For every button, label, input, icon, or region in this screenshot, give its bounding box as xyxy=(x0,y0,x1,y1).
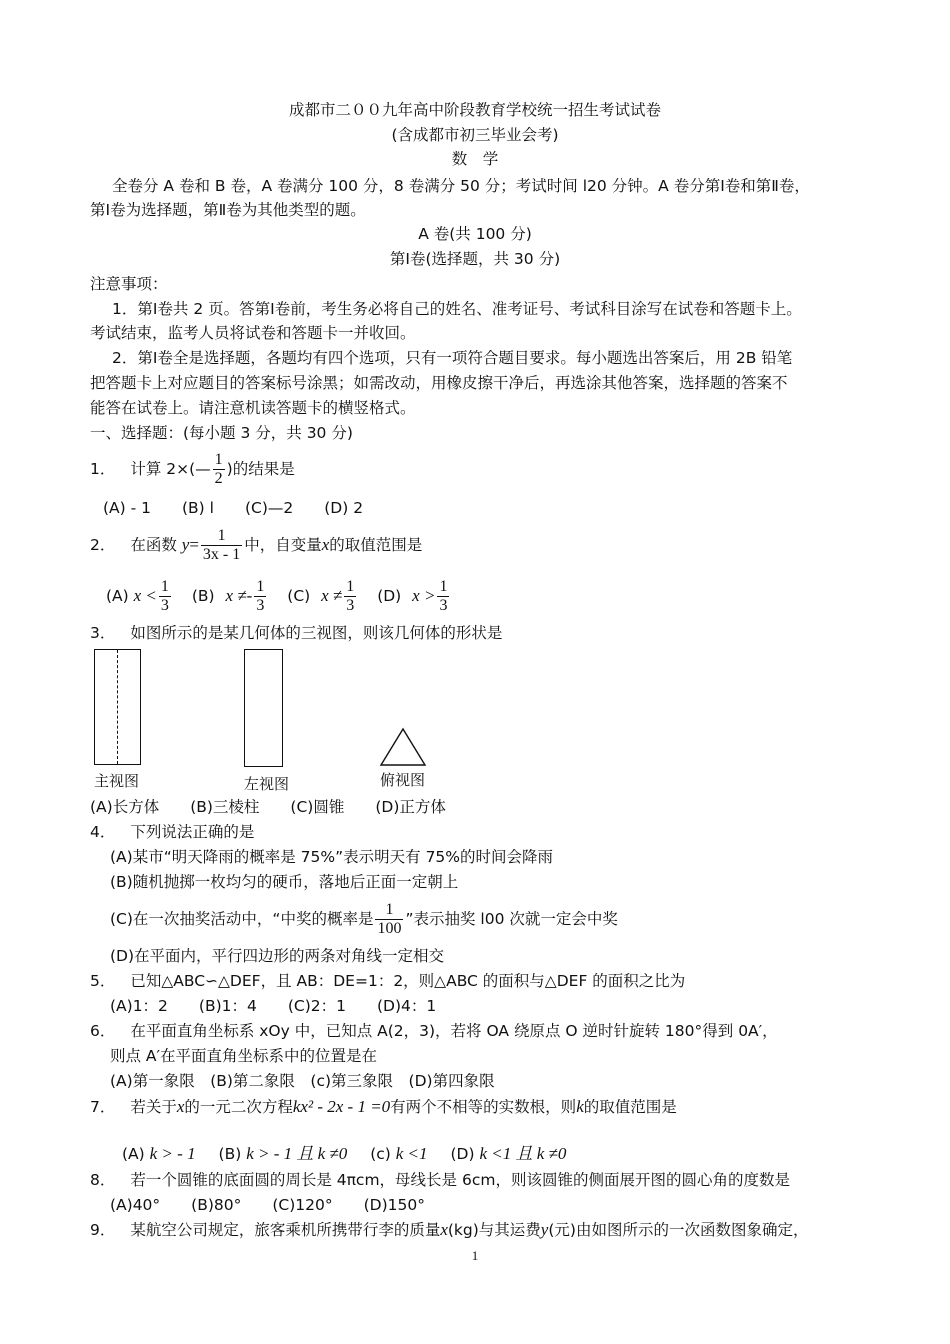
question-4: 4． 下列说法正确的是 xyxy=(90,823,255,841)
exam-title: 成都市二００九年高中阶段教育学校统一招生考试试卷 xyxy=(288,101,661,119)
question-8-options: (A)40° (B)80° (C)120° (D)150° xyxy=(110,1196,425,1214)
question-3-options: (A)长方体 (B)三棱柱 (C)圆锥 (D)正方体 xyxy=(90,798,446,816)
question-1 xyxy=(90,447,295,491)
top-view-caption: 俯视图 xyxy=(380,771,426,789)
question-1-options: (A) - 1 (B) l (C)—2 (D) 2 xyxy=(103,499,364,517)
note-1-line-2: 考试结束，监考人员将试卷和答题卡一并收回。 xyxy=(90,324,416,342)
note-2-line-3: 能答在试卷上。请注意机读答题卡的横竖格式。 xyxy=(90,399,416,417)
question-8: 8． 若一个圆锥的底面圆的周长是 4πcm，母线长是 6cm，则该圆锥的侧面展开图的圆心角的度数是 xyxy=(90,1171,790,1189)
question-5: 5． 已知△ABC∽△DEF，且 AB：DE=1：2，则△ABC 的面积与△DEF 的面积之比为 xyxy=(90,972,686,990)
question-4-option-b: (B)随机抛掷一枚均匀的硬币，落地后正面一定朝上 xyxy=(110,873,459,891)
intro-line-2: 第Ⅰ卷为选择题，第Ⅱ卷为其他类型的题。 xyxy=(90,201,366,219)
note-1-line-1: 1．第Ⅰ卷共 2 页。答第Ⅰ卷前，考生务必将自己的姓名、准考证号、考试科目涂写在试卷和答题卡上。 xyxy=(112,300,802,318)
question-7-options: (A) k > - 1 (B) k > - 1 且 k ≠0 (c) k <1 (D) k <1 且 k ≠0 xyxy=(122,1144,567,1163)
question-3: 3． 如图所示的是某几何体的三视图，则该几何体的形状是 xyxy=(90,624,503,642)
question-5-options: (A)1：2 (B)1：4 (C)2：1 (D)4：1 xyxy=(110,997,437,1015)
question-4-option-c: (C)在一次抽奖活动中，“中奖的概率是 $\frac{1}{100}$ ”表示抽奖 l00 次就一定会中奖 xyxy=(110,901,618,937)
exam-subtitle: (含成都市初三毕业会考) xyxy=(391,126,559,144)
notes-title: 注意事项： xyxy=(90,275,168,293)
hidden-edge-dashed-line xyxy=(117,650,118,764)
question-1-text-pre: 计算 2×(— xyxy=(130,460,211,478)
intro-line-1: 全卷分 A 卷和 B 卷，A 卷满分 100 分，8 卷满分 50 分；考试时间 l20 分钟。A 卷分第Ⅰ卷和第Ⅱ卷， xyxy=(112,177,810,195)
front-view-caption: 主视图 xyxy=(94,772,140,790)
fraction-one-half: $\frac{1}{2}$ xyxy=(214,451,223,487)
part-1-heading: 第Ⅰ卷(选择题，共 30 分) xyxy=(389,250,561,268)
exam-subject: 数 学 xyxy=(451,150,499,168)
note-2-line-1: 2．第Ⅰ卷全是选择题，各题均有四个选项，只有一项符合题目要求。每小题选出答案后，用 2B 铅笔 xyxy=(112,349,793,367)
question-4-option-a: (A)某市“明天降雨的概率是 75%”表示明天有 75%的时间会降雨 xyxy=(110,848,554,866)
left-view-rectangle xyxy=(244,649,283,767)
section-a-heading: A 卷(共 100 分) xyxy=(418,225,532,243)
question-2-options: (A) x < $\frac{1}{3}$ (B) x ≠- $\frac{1}{3}$ (C) x ≠ $\frac{1}{3}$ (D) x > $\frac{1}{3}$ xyxy=(106,578,448,614)
front-view-rectangle xyxy=(94,649,141,765)
question-9: 9． 某航空公司规定，旅客乘机所携带行李的质量x(kg)与其运费y(元)由如图所示的一次函数图象确定， xyxy=(90,1220,809,1239)
question-6-line-2: 则点 A′在平面直角坐标系中的位置是在 xyxy=(110,1047,378,1065)
page-number: 1 xyxy=(471,1248,479,1263)
left-view-caption: 左视图 xyxy=(244,775,290,793)
question-number: 1． xyxy=(90,460,116,478)
question-1-text-post: )的结果是 xyxy=(226,460,295,478)
question-7: 7． 若关于x的一元二次方程kx² - 2x - 1 =0有两个不相等的实数根，则k的取值范围是 xyxy=(90,1097,677,1116)
question-6-options: (A)第一象限 (B)第二象限 (c)第三象限 (D)第四象限 xyxy=(110,1072,495,1090)
section-1-heading: 一、选择题：(每小题 3 分，共 30 分) xyxy=(90,424,353,442)
note-2-line-2: 把答题卡上对应题目的答案标号涂黑；如需改动，用橡皮擦干净后，再选涂其他答案，选择题的答案不 xyxy=(90,374,788,392)
question-2: 2． 在函数 y= $\frac{1}{3x - 1}$ 中，自变量x的取值范围是 xyxy=(90,527,423,563)
fraction-1-over-3x-minus-1: $\frac{1}{3x - 1}$ xyxy=(202,527,241,563)
quadratic-equation: kx² - 2x - 1 =0 xyxy=(292,1097,391,1116)
top-view-triangle xyxy=(379,727,427,767)
fraction-1-over-100: $\frac{1}{100}$ xyxy=(377,901,402,937)
question-6: 6． 在平面直角坐标系 xOy 中，已知点 A(2，3)，若将 OA 绕原点 O 逆时针旋转 180°得到 0A′， xyxy=(90,1022,778,1040)
question-4-option-d: (D)在平面内，平行四边形的两条对角线一定相交 xyxy=(110,947,445,965)
